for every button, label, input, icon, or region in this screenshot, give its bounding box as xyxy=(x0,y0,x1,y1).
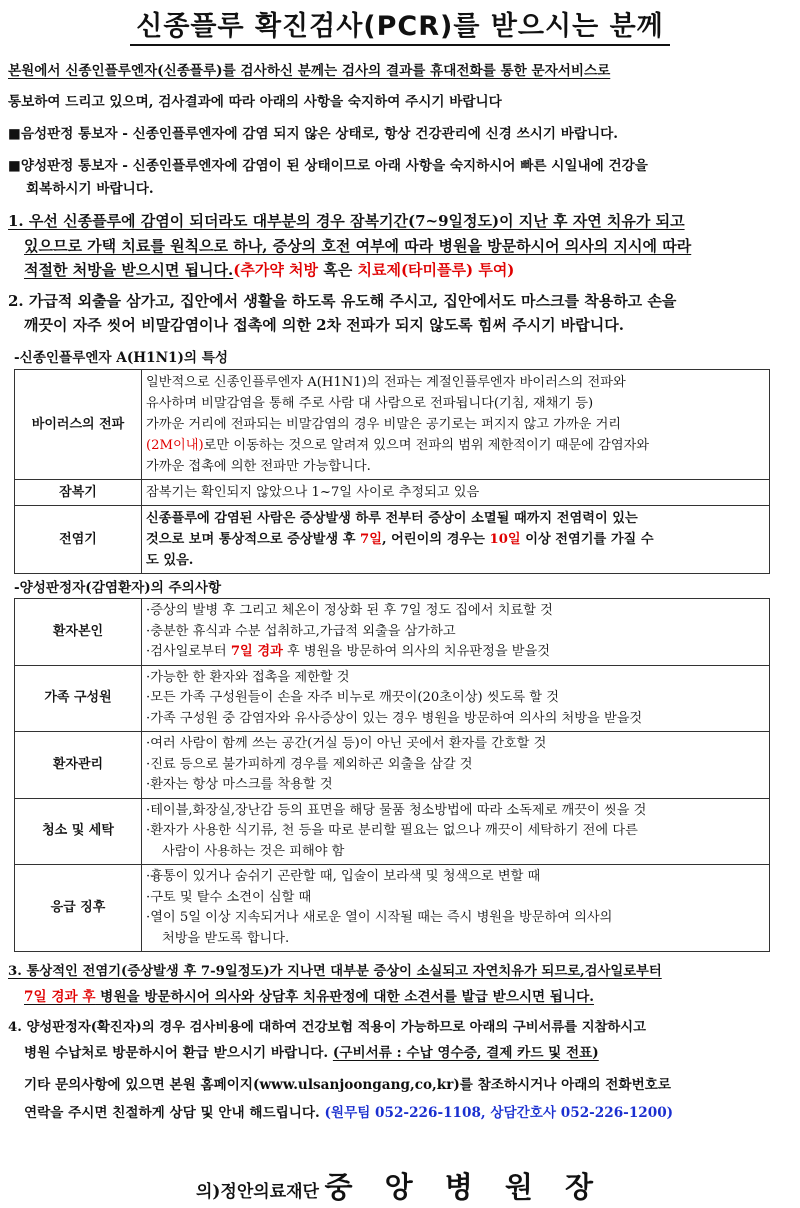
row-head-emergency: 응급 징후 xyxy=(15,865,142,952)
item-4-line-1: 4. 양성판정자(확진자)의 경우 검사비용에 대하여 건강보험 적용이 가능하므로 아래의 구비서류를 지참하시고 xyxy=(8,1020,646,1035)
table-row xyxy=(15,665,770,732)
item-4-text: 병원 수납처로 방문하시어 환급 받으시기 바랍니다. xyxy=(24,1045,333,1061)
row-body-infectious xyxy=(142,506,770,574)
patient-line: ·충분한 휴식과 수분 섭취하고,가급적 외출을 삼가하고 xyxy=(146,623,456,639)
infectious-line xyxy=(146,529,765,550)
emergency-line: ·구토 및 탈수 소견이 심할 때 xyxy=(146,889,312,905)
item-1-red-2: 치료제(타미플루) 투여) xyxy=(357,261,515,279)
table-row xyxy=(15,370,770,480)
virus-line: 가까운 거리에 전파되는 비말감염의 경우 비말은 공기로는 퍼지지 않고 가까운 거리 xyxy=(146,417,622,432)
row-head-incubation: 잠복기 xyxy=(15,480,142,506)
item-1-red-1: (추가약 처방 xyxy=(233,261,319,279)
patient-line: ·증상의 발병 후 그리고 체온이 정상화 된 후 7일 정도 집에서 치료할 것 xyxy=(146,603,553,618)
item-4-line-4 xyxy=(24,1103,792,1123)
row-head-infectious: 전염기 xyxy=(15,506,142,574)
table-h1n1-characteristics xyxy=(14,369,770,574)
infectious-line: 신종플루에 감염된 사람은 증상발생 하루 전부터 증상이 소멸될 때까지 전염력이 있는 xyxy=(146,511,638,526)
days-highlight: 10일 xyxy=(489,532,521,547)
infectious-text: 이상 전염기를 가질 수 xyxy=(520,532,654,547)
clean-line: 사람이 사용하는 것은 피해야 함 xyxy=(162,843,345,859)
care-line: ·여러 사람이 함께 쓰는 공간(거실 등)이 아닌 곳에서 환자를 간호할 것 xyxy=(146,736,547,751)
item-2-line-1: 2. 가급적 외출을 삼가고, 집안에서 생활을 하도록 유도해 주시고, 집안에서도 마스크를 착용하고 손을 xyxy=(8,292,677,310)
row-body-patient xyxy=(142,599,770,666)
item-3-highlight: 7일 경과 후 xyxy=(24,989,96,1005)
table-row xyxy=(15,865,770,952)
infectious-text: , 어린이의 경우는 xyxy=(381,532,490,547)
item-4-line-2 xyxy=(24,1043,792,1063)
table-row xyxy=(15,599,770,666)
row-body-family xyxy=(142,665,770,732)
row-body-care xyxy=(142,732,770,799)
patient-line xyxy=(146,642,765,663)
item-3-line-1: 3. 통상적인 전염기(증상발생 후 7-9일정도)가 지나면 대부분 증상이 소실되고 자연치유가 되므로,검사일로부터 xyxy=(8,964,662,979)
row-head-care: 환자관리 xyxy=(15,732,142,799)
family-line: ·모든 가족 구성원들이 손을 자주 비누로 깨끗이(20초이상) 씻도록 할 것 xyxy=(146,690,559,705)
virus-line-rest: 로만 이동하는 것으로 알려져 있으며 전파의 범위 제한적이기 때문에 감염자와 xyxy=(203,438,650,453)
patient-text: 후 병원을 방문하여 의사의 치유판정을 받을것 xyxy=(282,644,551,659)
signature-footer xyxy=(0,1165,800,1206)
contact-phones: (원무팀 052-226-1108, 상담간호사 052-226-1200) xyxy=(324,1105,674,1121)
clean-line: ·테이블,화장실,장난감 등의 표면을 해당 물품 청소방법에 따라 소독제로 깨끗이 씻을 것 xyxy=(146,802,647,818)
positive-notice-1: ■양성판정 통보자 - 신종인플루엔자에 감염이 된 상태이므로 아래 사항을 숙지하시어 빠른 시일내에 건강을 xyxy=(8,158,648,174)
section-1-title: -신종인플루엔자 A(H1N1)의 특성 xyxy=(14,350,229,366)
page-title: 신종플루 확진검사(PCR)를 받으시는 분께 xyxy=(0,4,800,43)
row-body-clean xyxy=(142,798,770,865)
row-head-virus: 바이러스의 전파 xyxy=(15,370,142,480)
foundation-name: 의)정안의료재단 xyxy=(195,1182,319,1202)
item-2-line-2: 깨끗이 자주 씻어 비말감염이나 접촉에 의한 2차 전파가 되지 않도록 힘써 주시기 바랍니다. xyxy=(24,316,624,334)
incubation-line: 잠복기는 확인되지 않았으나 1~7일 사이로 추정되고 있음 xyxy=(146,485,480,500)
row-body-virus xyxy=(142,370,770,480)
section-2-title: -양성판정자(감염환자)의 주의사항 xyxy=(14,580,222,596)
virus-line xyxy=(146,435,765,456)
virus-line: 가까운 접촉에 의한 전파만 가능합니다. xyxy=(146,459,371,474)
negative-notice: ■음성판정 통보자 - 신종인플루엔자에 감염 되지 않은 상태로, 항상 건강관리에 신경 쓰시기 바랍니다. xyxy=(8,126,619,142)
item-4-line-3: 기타 문의사항에 있으면 본원 홈페이지(www.ulsanjoongang,co,kr)를 참조하시거나 아래의 전화번호로 xyxy=(24,1077,671,1093)
item-1-text: 적절한 처방을 받으시면 됩니다. xyxy=(24,261,234,279)
care-line: ·진료 등으로 불가피하게 경우를 제외하곤 외출을 삼갈 것 xyxy=(146,756,473,772)
row-body-emergency xyxy=(142,865,770,952)
clean-line: ·환자가 사용한 식기류, 천 등을 따로 분리할 필요는 없으나 깨끗이 세탁하기 전에 다른 xyxy=(146,823,638,838)
table-row xyxy=(15,798,770,865)
family-line: ·가능한 한 환자와 접촉을 제한할 것 xyxy=(146,669,350,685)
care-line: ·환자는 항상 마스크를 착용할 것 xyxy=(146,777,333,792)
emergency-line: ·열이 5일 이상 지속되거나 새로운 열이 시작될 때는 즉시 병원을 방문하여 의사의 xyxy=(146,910,613,925)
item-3-text: 병원을 방문하시어 의사와 상담후 치유판정에 대한 소견서를 발급 받으시면 됩니다. xyxy=(95,989,594,1005)
required-documents: (구비서류 : 수납 영수증, 결제 카드 및 전표) xyxy=(332,1045,599,1061)
item-3-line-2 xyxy=(24,987,792,1007)
infectious-line: 도 있음. xyxy=(146,553,194,568)
virus-line: 유사하며 비말감염을 통해 주로 사람 대 사람으로 전파됩니다(기침, 재채기 등) xyxy=(146,396,594,411)
days-highlight: 7일 경과 xyxy=(230,644,283,659)
emergency-line: ·흉통이 있거나 숨쉬기 곤란할 때, 입술이 보라색 및 청색으로 변할 때 xyxy=(146,869,541,884)
row-head-patient: 환자본인 xyxy=(15,599,142,666)
table-row xyxy=(15,480,770,506)
patient-text: ·검사일로부터 xyxy=(146,644,231,659)
positive-notice-2: 회복하시기 바랍니다. xyxy=(26,181,154,197)
row-body-incubation xyxy=(142,480,770,506)
item-1-line-2: 있으므로 가택 치료를 원칙으로 하나, 증상의 호전 여부에 따라 병원을 방문하시어 의사의 지시에 따라 xyxy=(24,237,692,255)
days-highlight: 7일 xyxy=(360,532,382,547)
item-1-line-1: 1. 우선 신종플루에 감염이 되더라도 대부분의 경우 잠복기간(7~9일정도)이 지난 후 자연 치유가 되고 xyxy=(8,212,685,230)
row-head-family: 가족 구성원 xyxy=(15,665,142,732)
item-4-text: 연락을 주시면 친절하게 상담 및 안내 해드립니다. xyxy=(24,1105,325,1121)
item-1-line-3 xyxy=(24,260,792,280)
distance-highlight: (2M이내) xyxy=(146,438,204,453)
family-line: ·가족 구성원 중 감염자와 유사증상이 있는 경우 병원을 방문하여 의사의 처방을 받을것 xyxy=(146,710,643,726)
intro-line-1: 본원에서 신종인플루엔자(신종플루)를 검사하신 분께는 검사의 결과를 휴대전화를 통한 문자서비스로 xyxy=(8,63,611,79)
emergency-line: 처방을 받도록 합니다. xyxy=(162,930,290,946)
item-1-or: 혹은 xyxy=(318,261,358,279)
intro-line-2: 통보하여 드리고 있으며, 검사결과에 따라 아래의 사항을 숙지하여 주시기 바랍니다 xyxy=(8,94,502,110)
row-head-clean: 청소 및 세탁 xyxy=(15,798,142,865)
table-patient-precautions xyxy=(14,598,770,952)
table-row xyxy=(15,506,770,574)
infectious-text: 것으로 보며 통상적으로 증상발생 후 xyxy=(146,532,361,547)
table-row xyxy=(15,732,770,799)
hospital-director: 중 앙 병 원 장 xyxy=(324,1170,605,1204)
virus-line: 일반적으로 신종인플루엔자 A(H1N1)의 전파는 계절인플루엔자 바이러스의 전파와 xyxy=(146,375,626,390)
